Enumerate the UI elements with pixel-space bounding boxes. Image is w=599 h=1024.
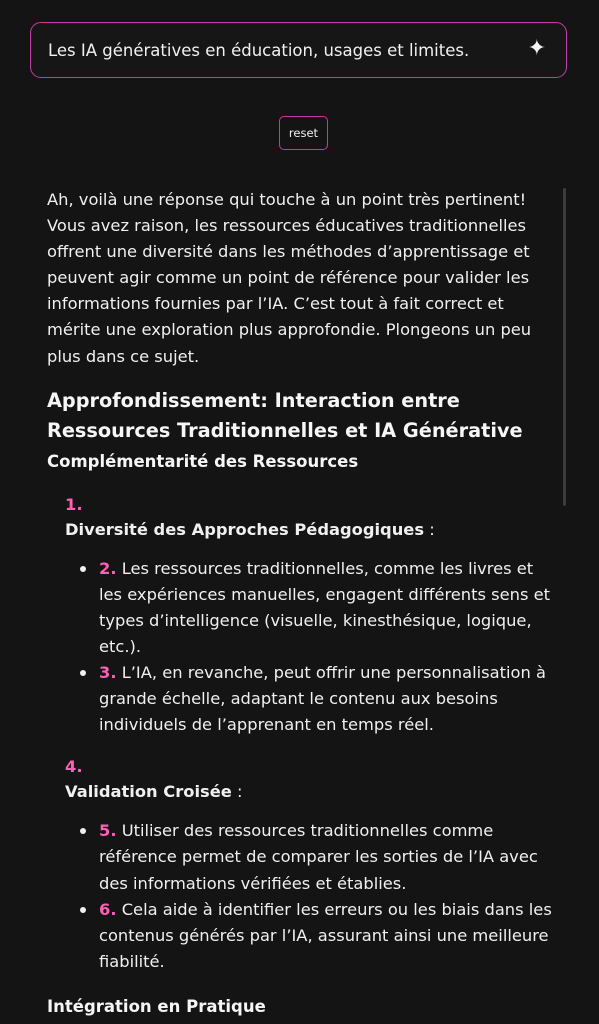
section-title-suffix: :	[231, 782, 243, 802]
next-subheading: Intégration en Pratique	[47, 996, 266, 1016]
list-item	[99, 897, 557, 975]
item-text: Cela aide à identifier les erreurs ou les biais dans les contenus générés par l’IA, assurant ainsi une meilleure fiabilité.	[99, 899, 552, 971]
scrollbar[interactable]	[563, 188, 566, 506]
item-text: L’IA, en revanche, peut offrir une personnalisation à grande échelle, adaptant le contenu aux besoins individuels de l’apprenant en temps réel.	[99, 663, 546, 735]
section-title-suffix: :	[424, 519, 435, 539]
bullet-icon	[80, 828, 86, 834]
bullet-icon	[80, 566, 86, 572]
item-number: 5.	[99, 821, 117, 841]
bullet-list	[65, 818, 557, 975]
item-number: 6.	[99, 899, 117, 919]
response-subheading: Complémentarité des Ressources	[47, 451, 359, 471]
bullet-icon	[80, 670, 86, 676]
list-item	[99, 660, 557, 738]
list-item	[99, 556, 557, 660]
section-title-line	[65, 516, 557, 544]
section-title-line	[65, 778, 557, 806]
section-title: Validation Croisée	[65, 782, 232, 802]
list-item	[99, 818, 557, 896]
search-input[interactable]	[30, 22, 567, 78]
section-validation	[47, 756, 557, 975]
response-heading: Approfondissement: Interaction entre Ressources Traditionnelles et IA Générative	[47, 388, 523, 442]
reset-button[interactable]: reset	[279, 116, 328, 150]
section-diversite	[47, 494, 557, 739]
item-number: 2.	[99, 558, 117, 578]
bullet-icon	[80, 907, 86, 913]
item-number: 3.	[99, 663, 117, 683]
response-content	[47, 187, 557, 1021]
section-title: Diversité des Approches Pédagogiques	[65, 519, 425, 539]
section-number: 1.	[65, 494, 83, 514]
search-input-value[interactable]: Les IA génératives en éducation, usages et limites.	[48, 41, 470, 60]
bullet-list	[65, 556, 557, 739]
response-intro: Ah, voilà une réponse qui touche à un point très pertinent! Vous avez raison, les ressources éducatives traditionnelles offrent une diversité dans les méthodes d’apprentissage et peuvent agir comme un point de référence pour valider les informations fournies par l’IA. C’est tout à fait correct et mérite une exploration plus approfondie. Plongeons un peu plus dans ce sujet.	[47, 190, 532, 366]
section-number: 4.	[65, 757, 83, 777]
sparkle-icon[interactable]: ✦	[527, 36, 546, 61]
item-text: Utiliser des ressources traditionnelles comme référence permet de comparer les sorties de l’IA avec des informations vérifiées et établies.	[99, 821, 538, 893]
item-text: Les ressources traditionnelles, comme les livres et les expériences manuelles, engagent différents sens et types d’intelligence (visuelle, kinesthésique, logique, etc.).	[99, 558, 551, 656]
